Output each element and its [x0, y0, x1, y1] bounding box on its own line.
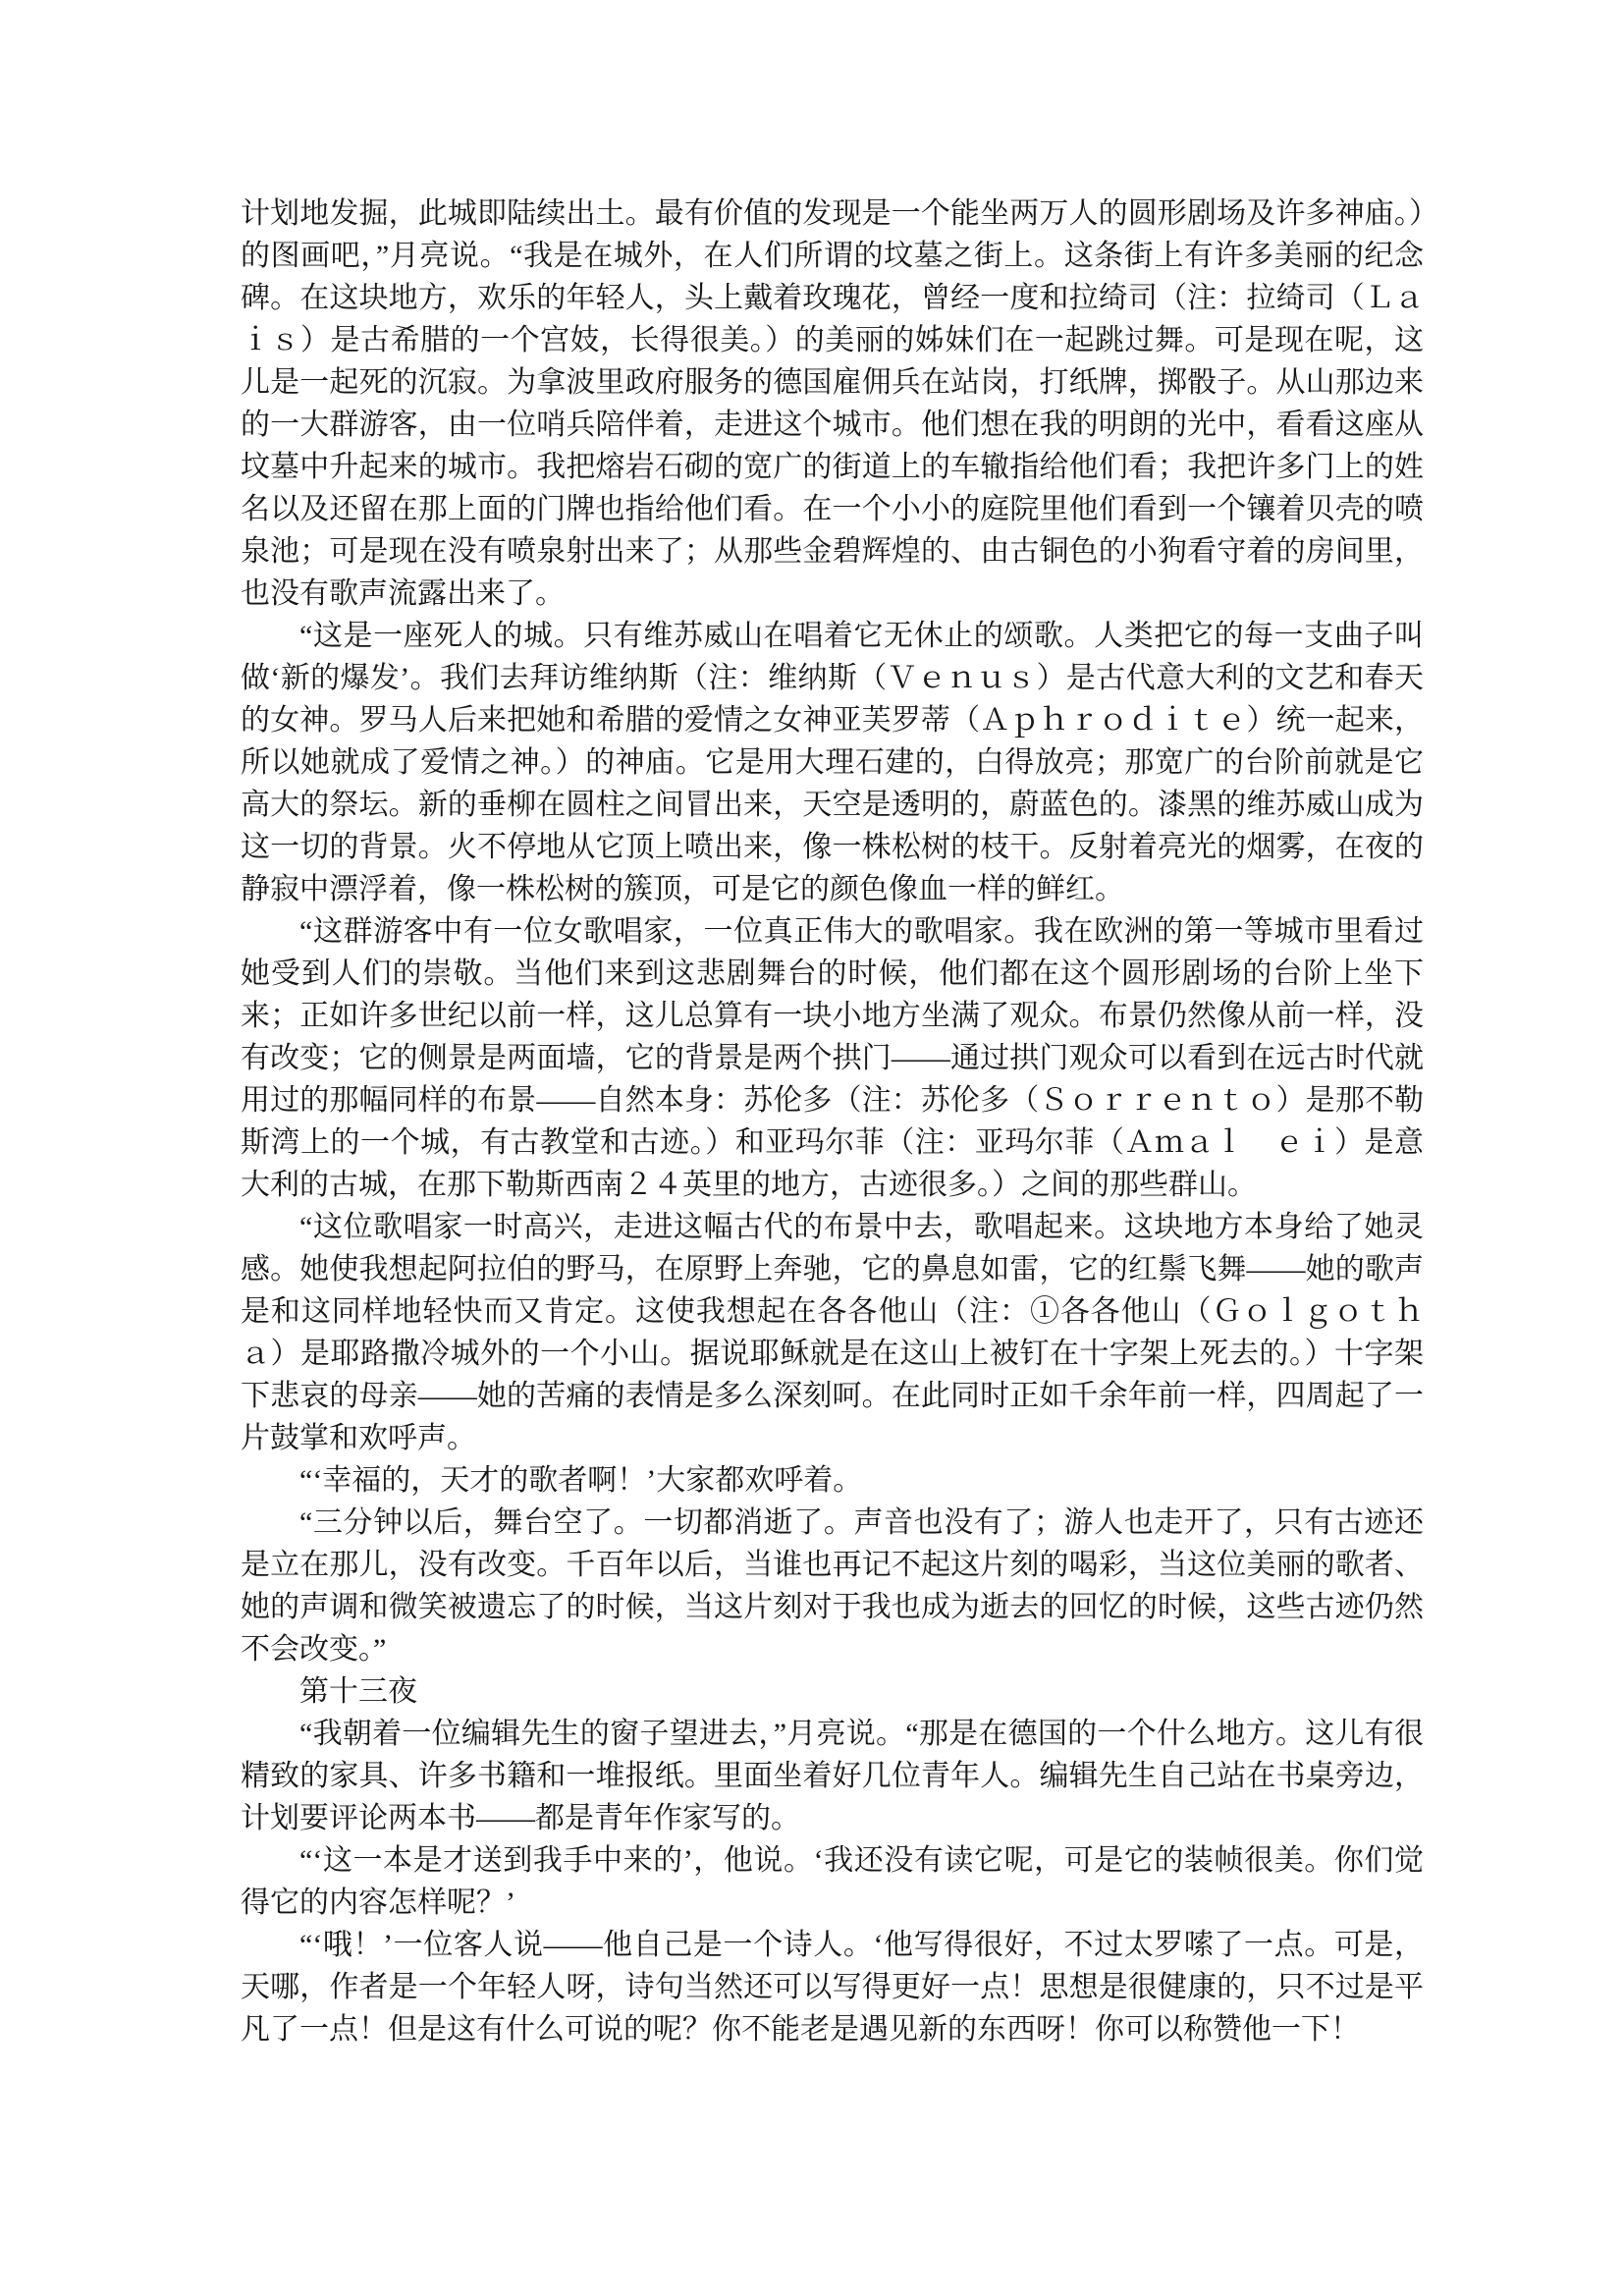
section-heading: 第十三夜	[299, 1675, 417, 1708]
paragraph: “‘幸福的，天才的歌者啊！’大家都欢呼着。	[299, 1464, 863, 1497]
paragraph: “三分钟以后，舞台空了。一切都消逝了。声音也没有了；游人也走开了，只有古迹还是立在那儿，没有改变。千百年以后，当谁也再记不起这片刻的喝彩，当这位美丽的歌者、她的声调和微笑被遗忘了的时候，当这片刻对于我也成为逝去的回忆的时候，这些古迹仍然不会改变。”	[241, 1506, 1424, 1666]
paragraph: “‘这一本是才送到我手中来的’，他说。‘我还没有读它呢，可是它的装帧很美。你们觉得它的内容怎样呢？’	[241, 1844, 1424, 1919]
paragraph: “‘哦！’一位客人说——他自己是一个诗人。‘他写得很好，不过太罗嗦了一点。可是，天哪，作者是一个年轻人呀，诗句当然还可以写得更好一点！思想是很健康的，只不过是平凡了一点！但是这有什么可说的呢？你不能老是遇见新的东西呀！你可以称赞他一下！	[241, 1929, 1424, 2046]
paragraph: “这位歌唱家一时高兴，走进这幅古代的布景中去，歌唱起来。这块地方本身给了她灵感。她使我想起阿拉伯的野马，在原野上奔驰，它的鼻息如雷，它的红鬃飞舞——她的歌声是和这同样地轻快而又肯定。这使我想起在各各他山（注：①各各他山（Ｇｏｌｇｏｔｈａ）是耶路撒冷城外的一个小山。据说耶稣就是在这山上被钉在十字架上死去的。）十字架下悲哀的母亲——她的苦痛的表情是多么深刻呵。在此同时正如千余年前一样，四周起了一片鼓掌和欢呼声。	[241, 1211, 1424, 1454]
paragraph: “这群游客中有一位女歌唱家，一位真正伟大的歌唱家。我在欧洲的第一等城市里看过她受到人们的崇敬。当他们来到这悲剧舞台的时候，他们都在这个圆形剧场的台阶上坐下来；正如许多世纪以前一样，这儿总算有一块小地方坐满了观众。布景仍然像从前一样，没有改变；它的侧景是两面墙，它的背景是两个拱门——通过拱门观众可以看到在远古时代就用过的那幅同样的布景——自然本身：苏伦多（注：苏伦多（Ｓｏｒｒｅｎｔｏ）是那不勒斯湾上的一个城，有古教堂和古迹。）和亚玛尔菲（注：亚玛尔菲（Ａｍａｌ ｅｉ）是意大利的古城，在那下勒斯西南２４英里的地方，古迹很多。）之间的那些群山。	[241, 915, 1424, 1201]
paragraph: “我朝着一位编辑先生的窗子望进去，”月亮说。“那是在德国的一个什么地方。这儿有很精致的家具、许多书籍和一堆报纸。里面坐着好几位青年人。编辑先生自己站在书桌旁边，计划要评论两本书——都是青年作家写的。	[241, 1718, 1424, 1834]
document-text-body	[241, 192, 1424, 2050]
paragraph: 计划地发掘，此城即陆续出土。最有价值的发现是一个能坐两万人的圆形剧场及许多神庙。）的图画吧，”月亮说。“我是在城外，在人们所谓的坟墓之街上。这条街上有许多美丽的纪念碑。在这块地方，欢乐的年轻人，头上戴着玫瑰花，曾经一度和拉绮司（注：拉绮司（Ｌａｉｓ）是古希腊的一个宫妓，长得很美。）的美丽的姊妹们在一起跳过舞。可是现在呢，这儿是一起死的沉寂。为拿波里政府服务的德国雇佣兵在站岗，打纸牌，掷骰子。从山那边来的一大群游客，由一位哨兵陪伴着，走进这个城市。他们想在我的明朗的光中，看看这座从坟墓中升起来的城市。我把熔岩石砌的宽广的街道上的车辙指给他们看；我把许多门上的姓名以及还留在那上面的门牌也指给他们看。在一个小小的庭院里他们看到一个镶着贝壳的喷泉池；可是现在没有喷泉射出来了；从那些金碧辉煌的、由古铜色的小狗看守着的房间里，也没有歌声流露出来了。	[241, 197, 1424, 610]
paragraph: “这是一座死人的城。只有维苏威山在唱着它无休止的颂歌。人类把它的每一支曲子叫做‘新的爆发’。我们去拜访维纳斯（注：维纳斯（Ｖｅｎｕｓ）是古代意大利的文艺和春天的女神。罗马人后来把她和希腊的爱情之女神亚芙罗蒂（Ａｐｈｒｏｄｉｔｅ）统一起来，所以她就成了爱情之神。）的神庙。它是用大理石建的，白得放亮；那宽广的台阶前就是它高大的祭坛。新的垂柳在圆柱之间冒出来，天空是透明的，蔚蓝色的。漆黑的维苏威山成为这一切的背景。火不停地从它顶上喷出来，像一株松树的枝干。反射着亮光的烟雾，在夜的静寂中漂浮着，像一株松树的簇顶，可是它的颜色像血一样的鲜红。	[241, 620, 1424, 905]
